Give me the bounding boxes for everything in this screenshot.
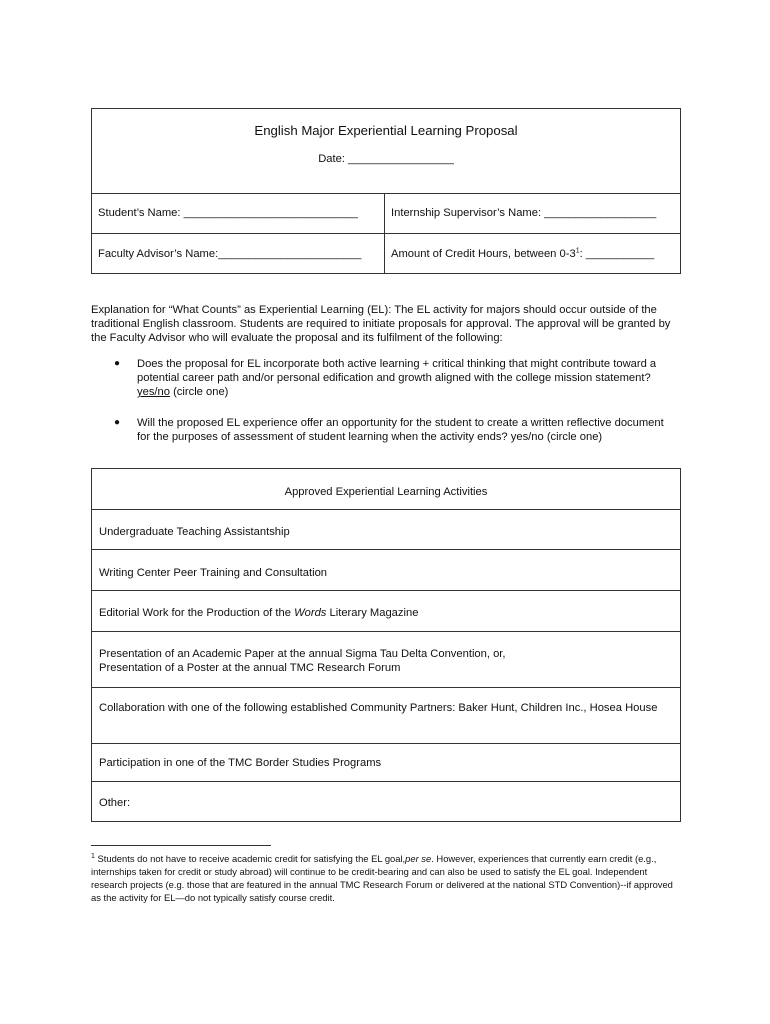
other-field[interactable]: Other: [99,797,131,809]
credit-hours-blank: : ___________ [579,248,655,260]
activity-line: Presentation of a Poster at the annual TMC Research Forum [99,662,401,674]
explanation-paragraph: Explanation for “What Counts” as Experiential Learning (EL): The EL activity for majors should occur outside of the traditional English classroom. Students are required to initiate proposals for approval. The approval will be granted by the Faculty Advisor who will evaluate the proposal and its fulfilment of the following: [91,304,671,344]
supervisor-name-field[interactable]: Internship Supervisor’s Name: __________________ [391,207,657,219]
magazine-title: Words [294,607,327,619]
activity-text: Editorial Work for the Production of the [99,607,295,619]
advisor-name-field[interactable]: Faculty Advisor’s Name:_______________________ [98,248,362,260]
divider [92,631,680,632]
page-title: English Major Experiential Learning Proposal [254,123,518,138]
activity-item: Undergraduate Teaching Assistantship [99,526,290,538]
divider [92,233,680,234]
activity-item: Participation in one of the TMC Border Studies Programs [99,757,382,769]
student-name-field[interactable]: Student’s Name: ____________________________ [98,207,358,219]
activity-line: Presentation of an Academic Paper at the annual Sigma Tau Delta Convention, or, [99,648,506,660]
footnote-italic: per se [405,853,432,864]
bullet-icon: ● [114,358,121,369]
divider [92,193,680,194]
credit-hours-label: Amount of Credit Hours, between 0-3 [391,248,576,260]
divider [92,590,680,591]
activity-text: Literary Magazine [326,607,419,619]
activities-heading: Approved Experiential Learning Activities [284,486,488,498]
date-field[interactable]: Date: _________________ [318,153,454,165]
criterion-2: Will the proposed EL experience offer an opportunity for the student to create a written reflective document for the purposes of assessment of student learning when the activity ends? yes/no (circle one) [137,417,664,443]
divider [92,687,680,688]
criterion-1-answer[interactable]: yes/no [137,386,170,398]
activity-item [99,647,506,675]
footnote-marker: 1 [91,852,95,860]
activities-table [91,468,681,822]
activity-item: Writing Center Peer Training and Consultation [99,567,328,579]
criterion-1 [137,357,677,399]
footnote [91,852,681,904]
proposal-header-box [91,108,681,274]
divider [92,549,680,550]
footnote-rule [91,845,271,846]
activity-item [99,606,418,620]
footnote-ref: 1 [575,247,580,255]
divider [92,781,680,782]
activity-item: Collaboration with one of the following established Community Partners: Baker Hunt, Children Inc., Hosea House [99,702,658,714]
footnote-text: . However, experiences that currently earn credit (e.g., internships taken for credit or study abroad) will continue to be credit-bearing and can also be used to satisfy the EL goal. Independent research projects (e.g. those that are featured in the annual TMC Research Forum or delivered at the national STD Convention)--if approved as the activity for EL—do not typically satisfy course credit. [91,853,673,903]
footnote-text: Students do not have to receive academic credit for satisfying the EL goal, [94,853,406,864]
credit-hours-field[interactable] [391,248,654,260]
divider [384,193,385,273]
criterion-1-text: Does the proposal for EL incorporate both active learning + critical thinking that might contribute toward a potential career path and/or personal edification and growth aligned with the college mission statement? [137,358,657,384]
bullet-icon: ● [114,417,121,428]
divider [92,743,680,744]
divider [92,509,680,510]
criterion-1-suffix: (circle one) [169,386,229,398]
